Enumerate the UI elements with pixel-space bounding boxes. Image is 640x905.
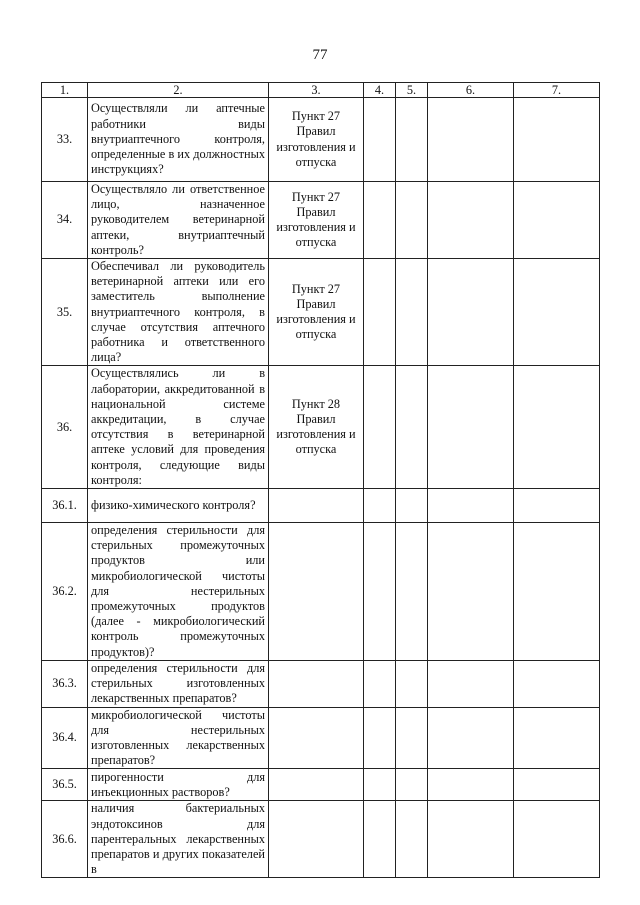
- cell-col4: [364, 98, 396, 182]
- table-row: [42, 489, 600, 523]
- row-question: Осуществляли ли аптечные работники виды внутриаптечного контроля, определенные в их должностных инструкциях?: [88, 98, 269, 182]
- row-number: 35.: [42, 259, 88, 366]
- cell-col7: [514, 98, 600, 182]
- col-header-4: 4.: [364, 83, 396, 98]
- col-header-2: 2.: [88, 83, 269, 98]
- cell-col7: [514, 801, 600, 878]
- cell-col6: [428, 182, 514, 259]
- cell-col5: [396, 707, 428, 769]
- table-row: [42, 707, 600, 769]
- cell-col5: [396, 98, 428, 182]
- row-question: Осуществляло ли ответственное лицо, назначенное руководителем ветеринарной аптеки, внутриаптечный контроль?: [88, 182, 269, 259]
- row-reference: Пункт 27 Правил изготовления и отпуска: [269, 259, 364, 366]
- row-question: Обеспечивал ли руководитель ветеринарной аптеки или его заместитель выполнение внутриаптечного контроля, в случае отсутствия аптечного работника и ответственного лица?: [88, 259, 269, 366]
- row-question: физико-химического контроля?: [88, 489, 269, 523]
- row-number: 33.: [42, 98, 88, 182]
- cell-col6: [428, 523, 514, 661]
- cell-col6: [428, 660, 514, 707]
- cell-col7: [514, 182, 600, 259]
- cell-col4: [364, 182, 396, 259]
- col-header-1: 1.: [42, 83, 88, 98]
- row-number: 36.5.: [42, 769, 88, 801]
- row-number: 36.1.: [42, 489, 88, 523]
- row-reference: [269, 769, 364, 801]
- checklist-table: [41, 82, 600, 878]
- cell-col7: [514, 707, 600, 769]
- row-question: микробиологической чистоты для нестерильных изготовленных лекарственных препаратов?: [88, 707, 269, 769]
- row-number: 36.3.: [42, 660, 88, 707]
- cell-col4: [364, 769, 396, 801]
- cell-col6: [428, 259, 514, 366]
- header-row: [42, 83, 600, 98]
- table-row: [42, 182, 600, 259]
- table-row: [42, 98, 600, 182]
- row-reference: Пункт 27 Правил изготовления и отпуска: [269, 182, 364, 259]
- table-row: [42, 660, 600, 707]
- row-reference: Пункт 27 Правил изготовления и отпуска: [269, 98, 364, 182]
- row-number: 34.: [42, 182, 88, 259]
- col-header-7: 7.: [514, 83, 600, 98]
- row-reference: [269, 801, 364, 878]
- row-reference: [269, 707, 364, 769]
- cell-col6: [428, 98, 514, 182]
- cell-col6: [428, 707, 514, 769]
- cell-col7: [514, 366, 600, 489]
- cell-col7: [514, 523, 600, 661]
- cell-col4: [364, 523, 396, 661]
- row-question: определения стерильности для стерильных промежуточных продуктов или микробиологической чистоты для нестерильных промежуточных продуктов (далее - микробиологический контроль промежуточных продуктов)?: [88, 523, 269, 661]
- table-row: [42, 523, 600, 661]
- cell-col6: [428, 769, 514, 801]
- row-question: пирогенности для инъекционных растворов?: [88, 769, 269, 801]
- cell-col5: [396, 489, 428, 523]
- row-question: Осуществлялись ли в лаборатории, аккредитованной в национальной системе аккредитации, в случае отсутствия в ветеринарной аптеке условий для проведения контроля, следующие виды контроля:: [88, 366, 269, 489]
- cell-col6: [428, 489, 514, 523]
- row-reference: [269, 489, 364, 523]
- cell-col4: [364, 489, 396, 523]
- cell-col5: [396, 182, 428, 259]
- row-question: определения стерильности для стерильных изготовленных лекарственных препаратов?: [88, 660, 269, 707]
- cell-col4: [364, 707, 396, 769]
- cell-col7: [514, 660, 600, 707]
- row-number: 36.4.: [42, 707, 88, 769]
- cell-col5: [396, 660, 428, 707]
- cell-col5: [396, 801, 428, 878]
- row-reference: Пункт 28 Правил изготовления и отпуска: [269, 366, 364, 489]
- page-number: 77: [312, 47, 328, 63]
- row-number: 36.: [42, 366, 88, 489]
- row-reference: [269, 660, 364, 707]
- row-number: 36.2.: [42, 523, 88, 661]
- cell-col5: [396, 769, 428, 801]
- table-row: [42, 259, 600, 366]
- cell-col7: [514, 489, 600, 523]
- cell-col7: [514, 769, 600, 801]
- cell-col4: [364, 366, 396, 489]
- row-number: 36.6.: [42, 801, 88, 878]
- cell-col4: [364, 259, 396, 366]
- cell-col5: [396, 259, 428, 366]
- col-header-5: 5.: [396, 83, 428, 98]
- row-reference: [269, 523, 364, 661]
- cell-col6: [428, 366, 514, 489]
- table-row: [42, 769, 600, 801]
- cell-col4: [364, 660, 396, 707]
- col-header-3: 3.: [269, 83, 364, 98]
- row-question: наличия бактериальных эндотоксинов для парентеральных лекарственных препаратов и других показателей в: [88, 801, 269, 878]
- table-row: [42, 801, 600, 878]
- cell-col5: [396, 523, 428, 661]
- cell-col5: [396, 366, 428, 489]
- col-header-6: 6.: [428, 83, 514, 98]
- cell-col4: [364, 801, 396, 878]
- table-row: [42, 366, 600, 489]
- cell-col6: [428, 801, 514, 878]
- cell-col7: [514, 259, 600, 366]
